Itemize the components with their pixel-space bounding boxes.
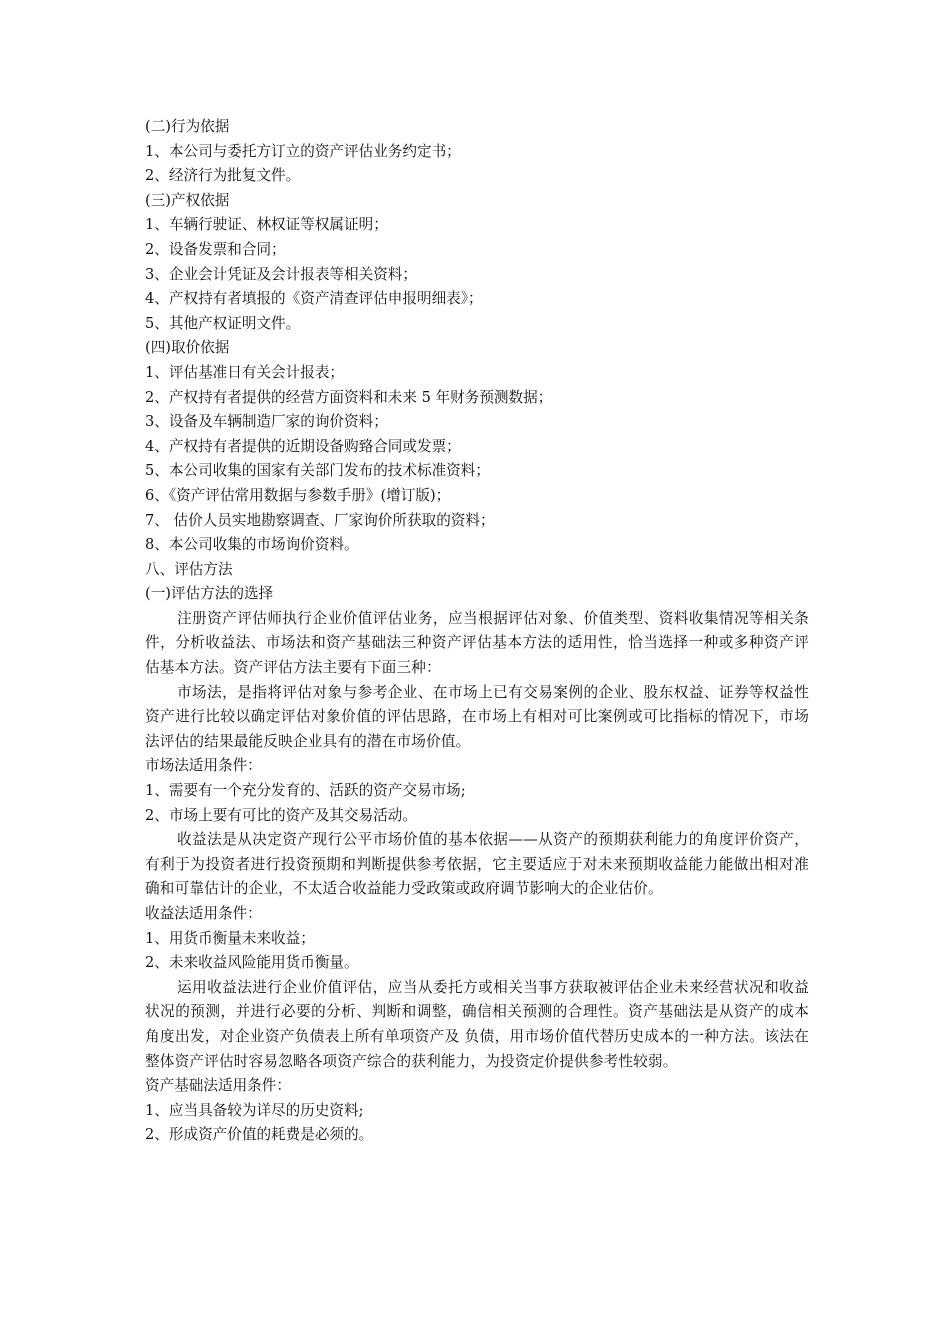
section-heading-behavior-basis: (二)行为依据: [145, 118, 230, 135]
list-item: 2、设备发票和合同；: [145, 240, 286, 258]
list-item: 1、需要有一个充分发育的、活跃的资产交易市场;: [145, 782, 466, 800]
document-body: [145, 115, 809, 1148]
list-item: 2、经济行为批复文件。: [145, 167, 301, 185]
list-item: 5、其他产权证明文件。: [145, 314, 301, 332]
list-item: 6、《资产评估常用数据与参数手册》(增订版)；: [145, 486, 451, 504]
list-item: 4、产权持有者填报的《资产清查评估申报明细表》；: [145, 290, 483, 308]
paragraph-income-approach: 收益法是从决定资产现行公平市场价值的基本依据——从资产的预期获利能力的角度评价资产，有利于为投资者进行投资预期和判断提供参考依据，它主要适应于对未来预期收益能力能做出相对准确和可靠估计的企业，不太适合收益能力受政策或政府调节影响大的企业估价。: [145, 831, 809, 898]
paragraph-method-intro: 注册资产评估师执行企业价值评估业务，应当根据评估对象、价值类型、资料收集情况等相关条件，分析收益法、市场法和资产基础法三种资产评估基本方法的适用性，恰当选择一种或多种资产评估基本方法。资产评估方法主要有下面三种：: [145, 609, 809, 677]
section-heading-property-basis: (三)产权依据: [145, 191, 230, 209]
section-heading-pricing-basis: (四)取价依据: [145, 339, 230, 357]
section-heading-evaluation-method: 八、评估方法: [145, 560, 233, 578]
paragraph-asset-approach: 运用收益法进行企业价值评估，应当从委托方或相关当事方获取被评估企业未来经营状况和收益状况的预测，并进行必要的分析、判断和调整，确信相关预测的合理性。资产基础法是从资产的成本角度出发，对企业资产负债表上所有单项资产及 负债，用市场价值代替历史成本的一种方法。该法在整体资产评估时容易忽略各项资产综合的获利能力，为投资定价提供参考性较弱。: [145, 978, 809, 1070]
asset-conditions-heading: 资产基础法适用条件：: [145, 1077, 291, 1095]
list-item: 5、本公司收集的国家有关部门发布的技术标准资料；: [145, 462, 490, 480]
list-item: 1、本公司与委托方订立的资产评估业务约定书；: [145, 142, 461, 160]
list-item: 2、未来收益风险能用货币衡量。: [145, 954, 359, 972]
list-item: 7、 估价人员实地勘察调查、厂家询价所获取的资料；: [145, 511, 495, 529]
list-item: 3、设备及车辆制造厂家的询价资料；: [145, 413, 388, 431]
list-item: 2、产权持有者提供的经营方面资料和未来 5 年财务预测数据；: [145, 388, 553, 406]
subsection-heading-method-selection: (一)评估方法的选择: [145, 585, 274, 603]
paragraph-market-approach: 市场法，是指将评估对象与参考企业、在市场上已有交易案例的企业、股东权益、证券等权益性资产进行比较以确定评估对象价值的评估思路，在市场上有相对可比案例或可比指标的情况下，市场法评估的结果最能反映企业具有的潜在市场价值。: [145, 683, 809, 750]
list-item: 3、企业会计凭证及会计报表等相关资料；: [145, 265, 417, 283]
list-item: 1、评估基准日有关会计报表；: [145, 363, 345, 381]
list-item: 2、市场上要有可比的资产及其交易活动。: [145, 806, 417, 824]
list-item: 1、应当具备较为详尽的历史资料;: [145, 1101, 364, 1119]
list-item: 4、产权持有者提供的近期设备购臵合同或发票；: [145, 437, 461, 455]
income-conditions-heading: 收益法适用条件：: [145, 905, 262, 922]
list-item: 1、车辆行驶证、林权证等权属证明；: [145, 216, 388, 234]
list-item: 2、形成资产价值的耗费是必须的。: [145, 1126, 374, 1144]
list-item: 1、用货币衡量未来收益；: [145, 929, 315, 947]
market-conditions-heading: 市场法适用条件：: [145, 757, 262, 775]
list-item: 8、本公司收集的市场询价资料。: [145, 536, 359, 554]
